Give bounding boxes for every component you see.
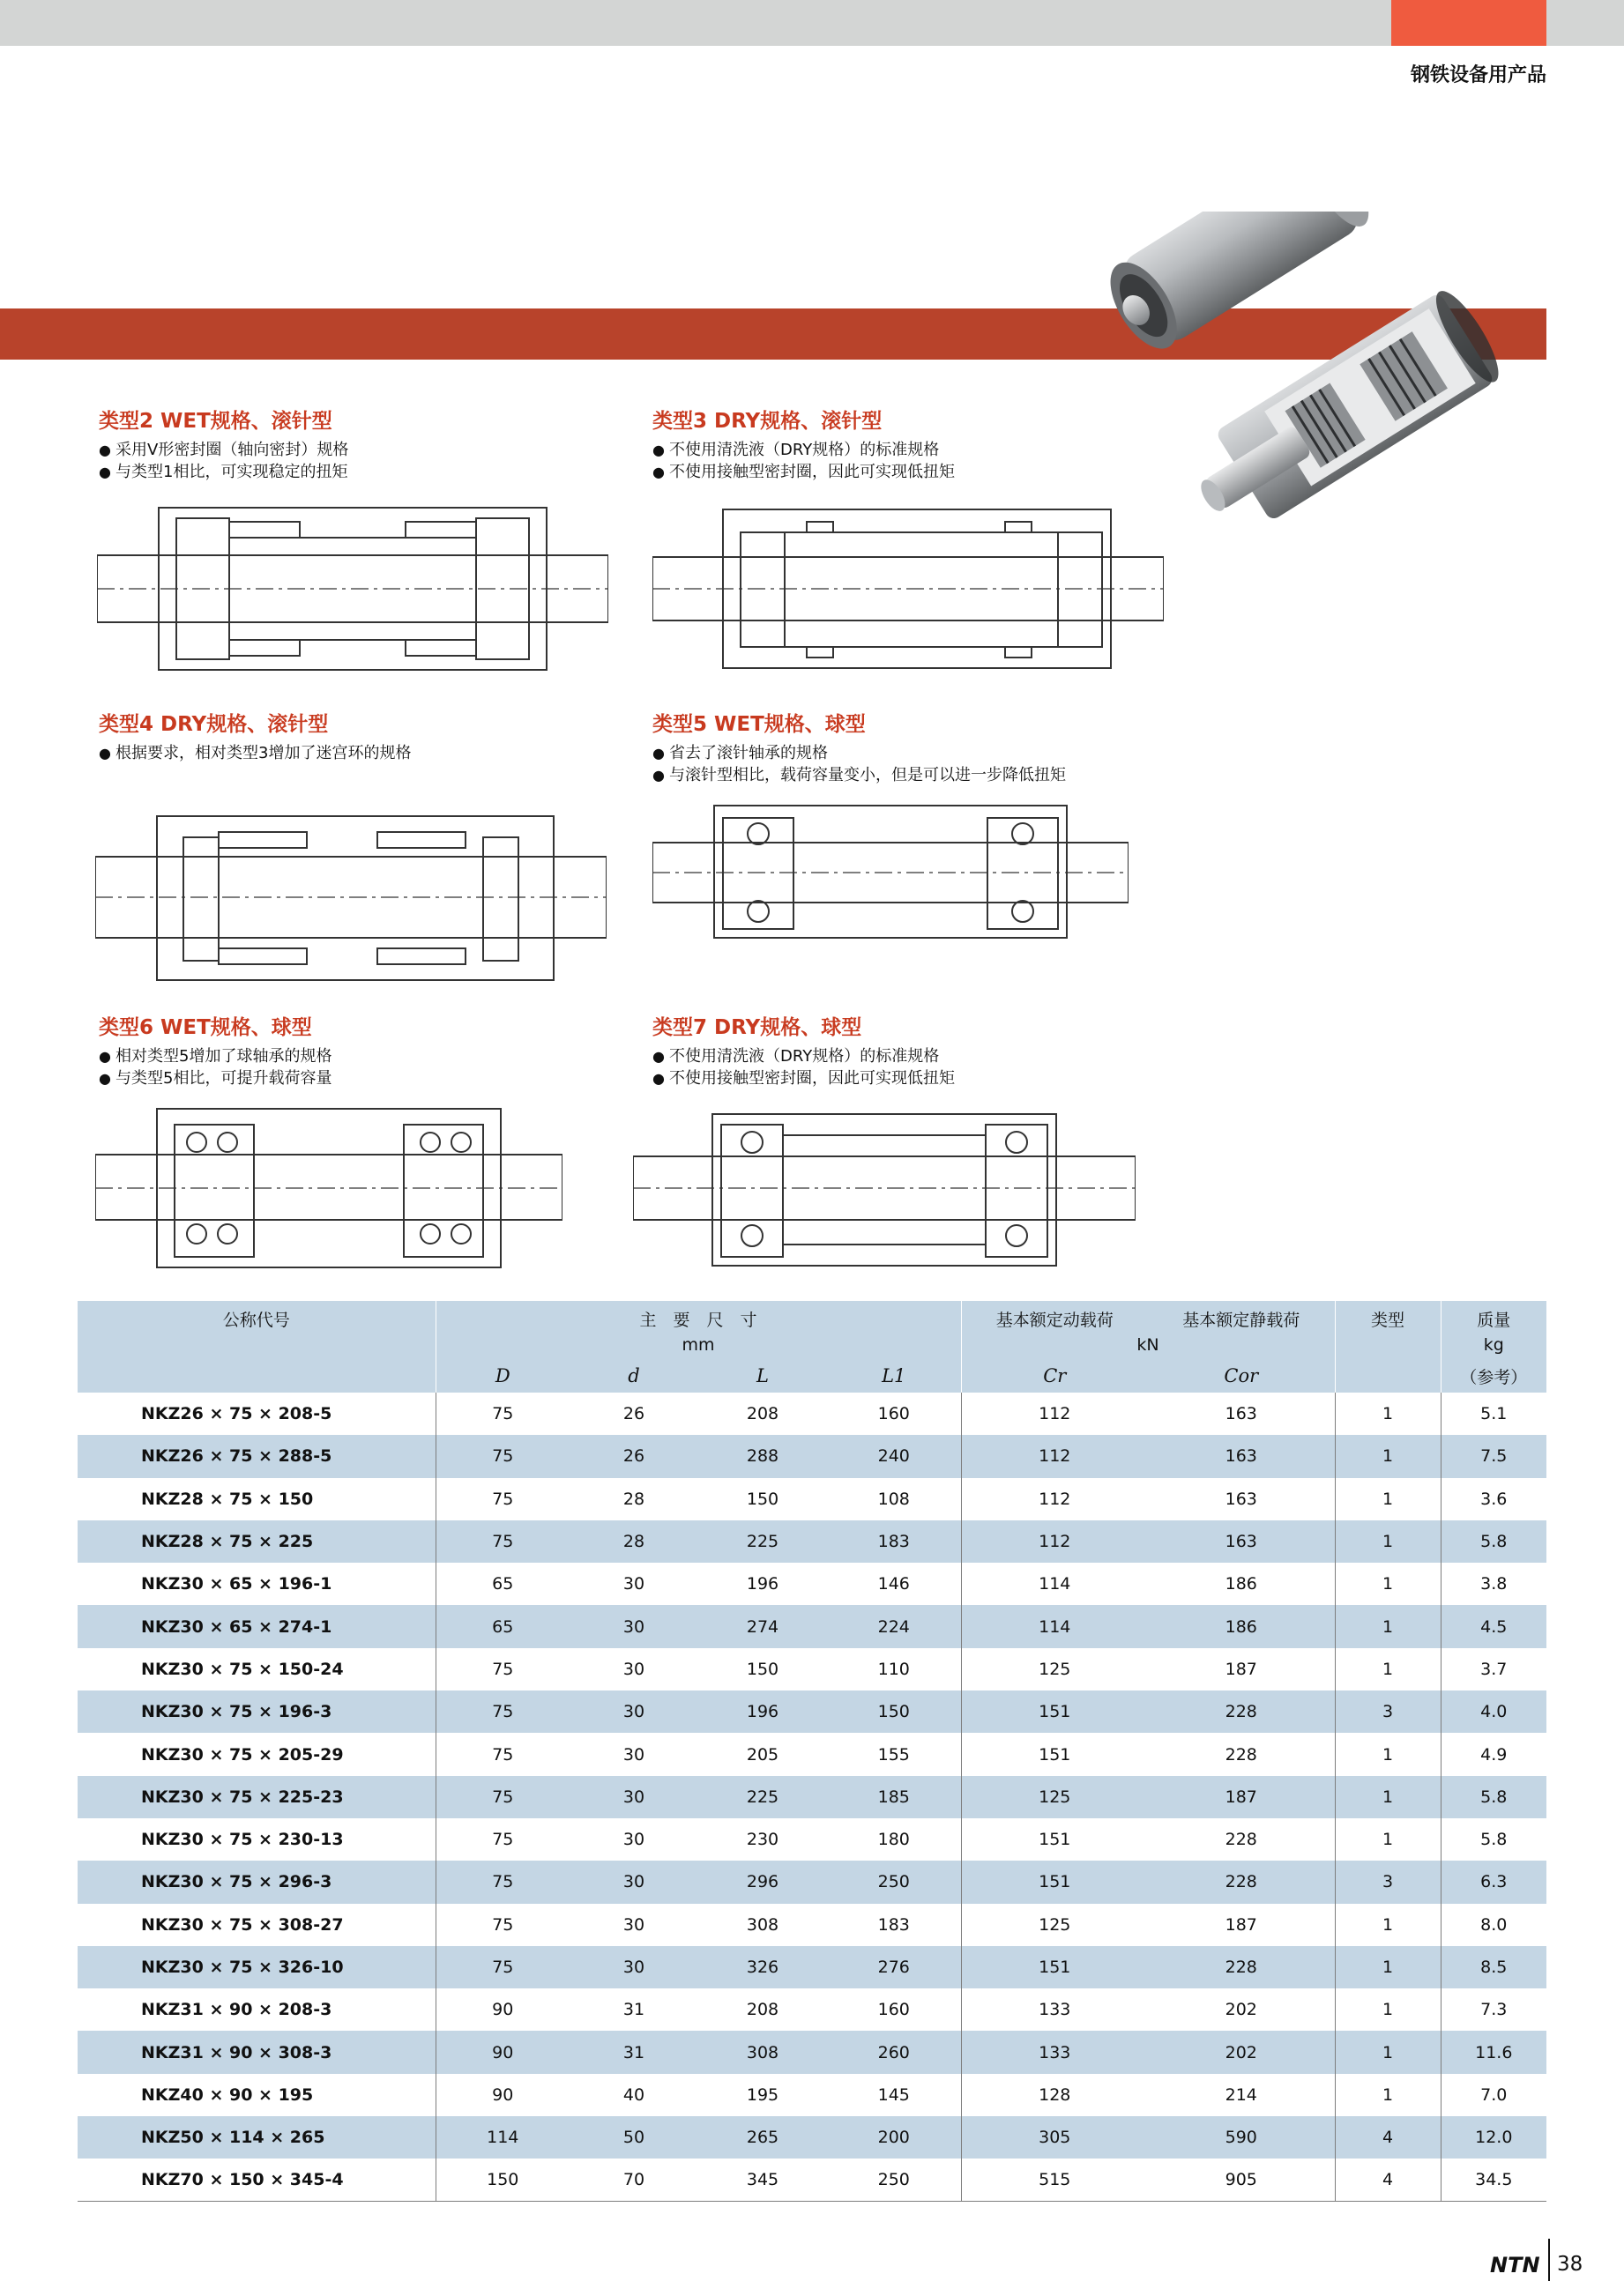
cell-l: 308: [746, 1914, 779, 1935]
cell-type: 3: [1335, 1690, 1441, 1733]
cell-cr: 112: [1039, 1489, 1071, 1509]
cell-code: NKZ31 × 90 × 208-3: [78, 1988, 436, 2031]
table-row: [78, 1478, 1546, 1520]
cell-cr: 112: [961, 1520, 1148, 1563]
cell-d: 26: [570, 1435, 698, 1477]
cell-l: 196: [698, 1690, 827, 1733]
cell-d: 28: [622, 1489, 645, 1509]
cell-cor: 590: [1148, 2116, 1335, 2159]
cell-cr: 151: [961, 1946, 1148, 1988]
cell-cr: 133: [961, 2031, 1148, 2073]
cell-type: 1: [1335, 1605, 1441, 1647]
cell-cor: 228: [1148, 1690, 1335, 1733]
type-4-block: [99, 710, 628, 764]
cell-l1: 155: [827, 1733, 961, 1775]
table-row: [78, 1988, 1546, 2031]
cell-l: 208: [746, 2000, 779, 2020]
cell-cor: 228: [1148, 1861, 1335, 1903]
cell-l1: 224: [827, 1605, 961, 1647]
type-6-bullet: ● 与类型5相比，可提升载荷容量: [99, 1067, 628, 1089]
type-5-bullet: ● 省去了滚针轴承的规格: [652, 742, 1181, 764]
cell-type: 1: [1335, 1733, 1441, 1775]
header-static-load: 基本额定静载荷: [1148, 1301, 1335, 1331]
cell-d: 75: [436, 1520, 570, 1563]
cell-type: 1: [1335, 2031, 1441, 2073]
cell-cor: 228: [1148, 1733, 1335, 1775]
cell-l1: 150: [827, 1690, 961, 1733]
header-dynamic-load: 基本额定动载荷: [961, 1301, 1148, 1331]
cell-l1: 200: [827, 2116, 961, 2159]
table-row: [78, 1904, 1546, 1946]
cell-l1: 185: [827, 1776, 961, 1818]
cell-code: NKZ30 × 75 × 230-13: [78, 1818, 436, 1861]
cell-mass: 4.5: [1441, 1605, 1546, 1647]
top-orange-accent: [1391, 0, 1546, 46]
cell-type: 4: [1335, 2159, 1441, 2201]
cell-l: 225: [698, 1520, 827, 1563]
cell-l1: 146: [827, 1563, 961, 1605]
cell-d: 31: [570, 2031, 698, 2073]
table-row: [78, 1563, 1546, 1605]
header-mass-unit: kg: [1441, 1331, 1546, 1359]
table-row: [78, 1520, 1546, 1563]
cell-l: 345: [698, 2159, 827, 2201]
type-2-bullet: ● 采用V形密封圈（轴向密封）规格: [99, 439, 628, 461]
cell-code: NKZ26 × 75 × 208-5: [78, 1393, 436, 1435]
cell-cor: 187: [1148, 1904, 1335, 1946]
cell-l1: 250: [827, 2159, 961, 2201]
header-type: 类型: [1335, 1301, 1441, 1331]
header-dims-unit: mm: [436, 1331, 961, 1359]
cell-code: NKZ70 × 150 × 345-4: [78, 2159, 436, 2201]
type-5-drawing: [652, 804, 1129, 945]
cell-cor: 228: [1148, 1818, 1335, 1861]
header-mass: 质量: [1441, 1301, 1546, 1331]
cell-l: 150: [746, 1659, 779, 1679]
cell-d: 90: [436, 2031, 570, 2073]
cell-l: 205: [746, 1744, 779, 1765]
table-row: [78, 1733, 1546, 1775]
type-7-block: [652, 1014, 1181, 1089]
cell-l1: 145: [827, 2074, 961, 2116]
cell-cor: 186: [1148, 1563, 1335, 1605]
cell-l: 230: [746, 1830, 779, 1850]
cell-l1: 183: [827, 1520, 961, 1563]
cell-type: 1: [1335, 1520, 1441, 1563]
cell-cor: 163: [1148, 1478, 1335, 1520]
table-row: [78, 2031, 1546, 2073]
table-row: [78, 1393, 1546, 1435]
type-6-title: 类型6 WET规格、球型: [99, 1016, 312, 1039]
cell-mass: 7.5: [1441, 1435, 1546, 1477]
cell-d: 70: [570, 2159, 698, 2201]
cell-d: 75: [436, 1690, 570, 1733]
cell-cor: 163: [1148, 1393, 1335, 1435]
spec-table: [78, 1301, 1546, 2202]
type-7-title: 类型7 DRY规格、球型: [652, 1016, 862, 1039]
cell-d: 75: [436, 1861, 570, 1903]
cell-cr: 151: [961, 1690, 1148, 1733]
cell-d: 75: [492, 1404, 514, 1424]
type-3-title: 类型3 DRY规格、滚针型: [652, 410, 883, 433]
cell-type: 1: [1335, 1776, 1441, 1818]
cell-cr: 133: [1039, 2000, 1071, 2020]
header-dims: 主 要 尺 寸: [436, 1301, 961, 1331]
cell-type: 1: [1335, 1435, 1441, 1477]
cell-cor: 187: [1148, 1776, 1335, 1818]
cell-cor: 202: [1148, 2031, 1335, 2073]
table-row: [78, 1776, 1546, 1818]
type-2-title: 类型2 WET规格、滚针型: [99, 410, 332, 433]
cell-d: 75: [436, 1776, 570, 1818]
cell-mass: 3.8: [1480, 1574, 1508, 1594]
cell-cr: 125: [961, 1776, 1148, 1818]
cell-mass: 5.8: [1441, 1776, 1546, 1818]
header-L: L: [698, 1359, 827, 1393]
cell-type: 1: [1335, 1648, 1441, 1690]
product-photo: [1083, 212, 1506, 538]
cell-code: NKZ30 × 75 × 296-3: [78, 1861, 436, 1903]
table-row: [78, 2074, 1546, 2116]
cell-l1: 110: [827, 1648, 961, 1690]
cell-d: 114: [436, 2116, 570, 2159]
cell-d: 26: [622, 1404, 645, 1424]
cell-d: 30: [622, 1574, 645, 1594]
type-5-block: [652, 710, 1181, 786]
cell-l1: 108: [827, 1478, 961, 1520]
type-2-drawing: [97, 501, 608, 677]
cell-cr: 125: [1039, 1659, 1071, 1679]
cell-cr: 112: [961, 1435, 1148, 1477]
cell-mass: 6.3: [1441, 1861, 1546, 1903]
cell-type: 1: [1335, 2074, 1441, 2116]
cell-l1: 260: [827, 2031, 961, 2073]
cell-d: 90: [492, 2000, 514, 2020]
header-Cr: Cr: [961, 1359, 1148, 1393]
type-4-drawing: [95, 811, 607, 987]
cell-cor: 163: [1148, 1520, 1335, 1563]
cell-cr: 515: [961, 2159, 1148, 2201]
cell-cr: 114: [961, 1605, 1148, 1647]
cell-code: NKZ30 × 75 × 308-27: [78, 1904, 436, 1946]
footer-divider: [1548, 2239, 1550, 2281]
cell-code: NKZ30 × 65 × 274-1: [78, 1605, 436, 1647]
cell-d: 65: [492, 1574, 514, 1594]
cell-mass: 34.5: [1441, 2159, 1546, 2201]
cell-cr: 112: [1039, 1404, 1071, 1424]
cell-type: 1: [1335, 1393, 1441, 1435]
cell-d: 65: [436, 1605, 570, 1647]
cell-mass: 8.5: [1441, 1946, 1546, 1988]
header-D: D: [436, 1359, 570, 1393]
cell-cor: 163: [1148, 1435, 1335, 1477]
cell-l1: 160: [827, 1988, 961, 2031]
cell-d: 75: [436, 1435, 570, 1477]
type-6-bullet: ● 相对类型5增加了球轴承的规格: [99, 1045, 628, 1067]
cell-cor: 905: [1148, 2159, 1335, 2201]
type-3-bullet: ● 不使用清洗液（DRY规格）的标准规格: [652, 439, 1181, 461]
cell-d: 75: [492, 1830, 514, 1850]
cell-type: 1: [1335, 1946, 1441, 1988]
cell-d: 75: [492, 1659, 514, 1679]
cell-type: 1: [1335, 1563, 1441, 1605]
cell-d: 150: [436, 2159, 570, 2201]
cell-code: NKZ30 × 75 × 225-23: [78, 1776, 436, 1818]
cell-mass: 8.0: [1480, 1914, 1508, 1935]
cell-cr: 151: [1039, 1830, 1071, 1850]
cell-code: NKZ28 × 75 × 225: [78, 1520, 436, 1563]
cell-d: 30: [622, 1659, 645, 1679]
cell-mass: 7.3: [1480, 2000, 1508, 2020]
cell-mass: 7.0: [1480, 2084, 1508, 2105]
cell-code: NKZ30 × 75 × 205-29: [78, 1733, 436, 1775]
cell-type: 3: [1335, 1861, 1441, 1903]
cell-cr: 151: [1039, 1744, 1071, 1765]
cell-code: NKZ28 × 75 × 150: [78, 1478, 436, 1520]
cell-mass: 11.6: [1441, 2031, 1546, 2073]
cell-l: 225: [698, 1776, 827, 1818]
type-7-bullet: ● 不使用接触型密封圈，因此可实现低扭矩: [652, 1067, 1181, 1089]
cell-mass: 5.1: [1480, 1404, 1508, 1424]
type-2-bullet: ● 与类型1相比，可实现稳定的扭矩: [99, 461, 628, 483]
header-L1: L1: [827, 1359, 961, 1393]
header-code: 公称代号: [78, 1301, 436, 1331]
cell-mass: 5.8: [1441, 1520, 1546, 1563]
table-row: [78, 1605, 1546, 1647]
cell-d: 31: [622, 2000, 645, 2020]
cell-cr: 125: [1039, 1914, 1071, 1935]
type-4-bullet: ● 根据要求，相对类型3增加了迷宫环的规格: [99, 742, 628, 764]
cell-d: 40: [622, 2084, 645, 2105]
cell-type: 1: [1335, 1478, 1441, 1520]
cell-type: 1: [1335, 1818, 1441, 1861]
table-row: [78, 1435, 1546, 1477]
cell-d: 30: [570, 1605, 698, 1647]
type-7-drawing: [633, 1112, 1136, 1271]
cell-cr: 128: [1039, 2084, 1071, 2105]
cell-code: NKZ31 × 90 × 308-3: [78, 2031, 436, 2073]
type-6-drawing: [95, 1107, 562, 1274]
cell-cor: 228: [1148, 1946, 1335, 1988]
cell-cr: 114: [1039, 1574, 1071, 1594]
cell-l: 265: [698, 2116, 827, 2159]
cell-l1: 240: [827, 1435, 961, 1477]
cell-l: 195: [746, 2084, 779, 2105]
cell-cr: 305: [961, 2116, 1148, 2159]
cell-l: 196: [746, 1574, 779, 1594]
cell-l: 150: [746, 1489, 779, 1509]
header-load-unit: kN: [961, 1331, 1335, 1359]
type-3-drawing: [652, 506, 1164, 673]
cell-l1: 183: [827, 1904, 961, 1946]
cell-code: NKZ30 × 75 × 150-24: [78, 1648, 436, 1690]
header-d: d: [570, 1359, 698, 1393]
cell-mass: 4.0: [1441, 1690, 1546, 1733]
cell-code: NKZ26 × 75 × 288-5: [78, 1435, 436, 1477]
cell-d: 30: [570, 1946, 698, 1988]
table-row: [78, 1648, 1546, 1690]
cell-mass: 4.9: [1480, 1744, 1508, 1765]
table-row: [78, 1946, 1546, 1988]
cell-l1: 250: [827, 1861, 961, 1903]
cell-d: 75: [492, 1489, 514, 1509]
cell-code: NKZ30 × 75 × 326-10: [78, 1946, 436, 1988]
cell-type: 4: [1335, 2116, 1441, 2159]
cell-l1: 160: [827, 1393, 961, 1435]
cell-l: 288: [698, 1435, 827, 1477]
cell-d: 30: [622, 1914, 645, 1935]
cell-cor: 214: [1148, 2074, 1335, 2116]
cell-cor: 202: [1148, 1988, 1335, 2031]
table-row: [78, 2116, 1546, 2159]
table-row: [78, 1690, 1546, 1733]
type-2-block: [99, 407, 628, 483]
type-7-bullet: ● 不使用清洗液（DRY规格）的标准规格: [652, 1045, 1181, 1067]
cell-d: 75: [436, 1946, 570, 1988]
cell-code: NKZ30 × 75 × 196-3: [78, 1690, 436, 1733]
cell-cor: 186: [1148, 1605, 1335, 1647]
cell-mass: 5.8: [1480, 1830, 1508, 1850]
cell-cor: 187: [1148, 1648, 1335, 1690]
cell-code: NKZ50 × 114 × 265: [78, 2116, 436, 2159]
cell-d: 30: [570, 1861, 698, 1903]
cell-mass: 12.0: [1441, 2116, 1546, 2159]
type-6-block: [99, 1014, 628, 1089]
ntn-logo: NTN: [1490, 2253, 1540, 2277]
cell-d: 90: [492, 2084, 514, 2105]
cell-l1: 276: [827, 1946, 961, 1988]
cell-d: 50: [570, 2116, 698, 2159]
cell-l1: 180: [827, 1818, 961, 1861]
cell-d: 30: [622, 1830, 645, 1850]
top-gray-band: [0, 0, 1624, 46]
cell-mass: 3.6: [1480, 1489, 1508, 1509]
type-5-title: 类型5 WET规格、球型: [652, 713, 866, 736]
cell-d: 28: [570, 1520, 698, 1563]
cell-d: 75: [492, 1744, 514, 1765]
cell-mass: 3.7: [1480, 1659, 1508, 1679]
cell-d: 75: [492, 1914, 514, 1935]
type-3-block: [652, 407, 1181, 483]
cell-l: 296: [698, 1861, 827, 1903]
cell-l: 326: [698, 1946, 827, 1988]
type-4-title: 类型4 DRY规格、滚针型: [99, 713, 329, 736]
table-row: [78, 1861, 1546, 1903]
table-row: [78, 2159, 1546, 2201]
cell-type: 1: [1335, 1988, 1441, 2031]
cell-d: 30: [570, 1776, 698, 1818]
cell-l: 308: [698, 2031, 827, 2073]
cell-cr: 151: [961, 1861, 1148, 1903]
page-number: 38: [1557, 2253, 1583, 2276]
cell-d: 30: [622, 1744, 645, 1765]
cell-type: 1: [1335, 1904, 1441, 1946]
type-5-bullet: ● 与滚针型相比，载荷容量变小，但是可以进一步降低扭矩: [652, 764, 1181, 786]
type-3-bullet: ● 不使用接触型密封圈，因此可实现低扭矩: [652, 461, 1181, 483]
cell-code: NKZ30 × 65 × 196-1: [78, 1563, 436, 1605]
cell-l: 274: [698, 1605, 827, 1647]
table-row: [78, 1818, 1546, 1861]
header-mass-note: （参考）: [1441, 1359, 1546, 1393]
cell-l: 208: [746, 1404, 779, 1424]
header-Cor: Cor: [1148, 1359, 1335, 1393]
cell-d: 30: [570, 1690, 698, 1733]
cell-code: NKZ40 × 90 × 195: [78, 2074, 436, 2116]
section-label: 钢铁设备用产品: [1410, 64, 1546, 86]
